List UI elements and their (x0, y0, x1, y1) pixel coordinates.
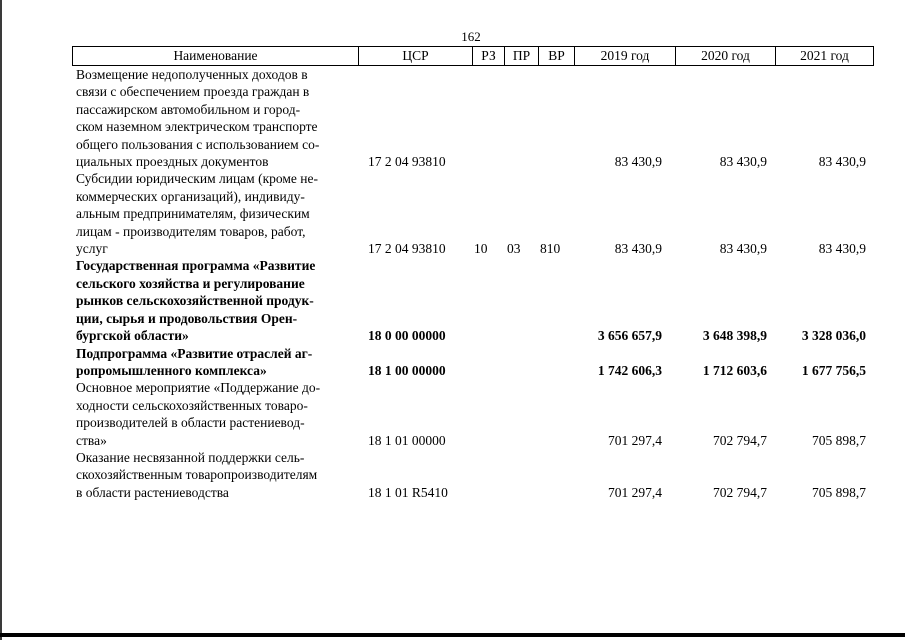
row-name-line: альным предпринимателям, физическим (76, 206, 310, 222)
row-name-line: ропромышленного комплекса» (76, 362, 267, 378)
row-name-line: лицам - производителям товаров, работ, (76, 223, 306, 239)
table-body (76, 66, 872, 501)
row-name-line: Государственная программа «Развитие (76, 258, 316, 274)
row-name-line: Возмещение недополученных доходов в (76, 67, 308, 82)
scan-bottom-edge (0, 633, 905, 637)
row-name-line: бургской области» (76, 328, 189, 344)
cell-vr: 810 (540, 241, 561, 257)
cell-y2019: 83 430,9 (614, 241, 662, 257)
header-2020: 2020 год (676, 47, 776, 65)
table-row (76, 449, 872, 501)
cell-csr: 18 1 01 00000 (368, 432, 446, 448)
cell-y2020: 83 430,9 (719, 241, 767, 257)
header-name: Наименование (73, 47, 359, 65)
table-row (76, 170, 872, 257)
cell-y2020: 3 648 398,9 (702, 328, 767, 344)
table-header (72, 46, 874, 66)
row-name (76, 449, 348, 501)
row-name-line: общего пользования с использованием со- (76, 136, 320, 152)
cell-y2021: 83 430,9 (818, 154, 866, 170)
row-name-line: ходности сельскохозяйственных товаро- (76, 397, 308, 413)
row-name-line: Подпрограмма «Развитие отраслей аг- (76, 345, 313, 361)
row-name (76, 66, 348, 170)
row-name-line: коммерческих организаций), индивиду- (76, 188, 305, 204)
header-rz: РЗ (473, 47, 505, 65)
cell-csr: 18 1 01 R5410 (368, 484, 448, 500)
row-name-line: в области растениеводства (76, 484, 229, 500)
cell-y2021: 83 430,9 (818, 241, 866, 257)
cell-y2020: 702 794,7 (713, 432, 767, 448)
row-name-line: циальных проездных документов (76, 154, 269, 170)
cell-y2019: 83 430,9 (614, 154, 662, 170)
header-vr: ВР (539, 47, 575, 65)
header-2021: 2021 год (800, 48, 849, 63)
row-name-line: сельского хозяйства и регулирование (76, 275, 305, 291)
row-name (76, 379, 348, 449)
header-csr: ЦСР (359, 47, 473, 65)
row-name-line: Основное мероприятие «Поддержание до- (76, 380, 321, 396)
cell-y2020: 702 794,7 (713, 484, 767, 500)
row-name (76, 345, 348, 380)
cell-y2019: 701 297,4 (608, 484, 662, 500)
row-name-line: Оказание несвязанной поддержки сель- (76, 449, 305, 465)
cell-y2019: 3 656 657,9 (597, 328, 662, 344)
row-name-line: Субсидии юридическим лицам (кроме не- (76, 171, 318, 187)
cell-y2019: 701 297,4 (608, 432, 662, 448)
row-name-line: рынков сельскохозяйственной продук- (76, 293, 314, 309)
page-number: 162 (461, 29, 481, 44)
cell-csr: 18 0 00 00000 (368, 328, 446, 344)
cell-y2020: 83 430,9 (719, 154, 767, 170)
cell-rz: 10 (474, 241, 488, 257)
row-name (76, 257, 348, 344)
cell-y2019: 1 742 606,3 (597, 362, 662, 378)
cell-y2020: 1 712 603,6 (702, 362, 767, 378)
row-name-line: услуг (76, 241, 108, 257)
row-name-line: ства» (76, 432, 107, 448)
cell-y2021: 705 898,7 (812, 432, 866, 448)
table-row (76, 66, 872, 170)
header-pr: ПР (505, 47, 539, 65)
cell-csr: 18 1 00 00000 (368, 362, 446, 378)
cell-csr: 17 2 04 93810 (368, 241, 446, 257)
cell-y2021: 705 898,7 (812, 484, 866, 500)
header-2019: 2019 год (575, 47, 676, 65)
cell-y2021: 3 328 036,0 (801, 328, 866, 344)
table-row (76, 379, 872, 449)
row-name (76, 170, 348, 257)
row-name-line: ции, сырья и продовольствия Орен- (76, 310, 298, 326)
cell-pr: 03 (507, 241, 521, 257)
scan-left-edge (0, 0, 2, 640)
row-name-line: пассажирском автомобильном и город- (76, 101, 301, 117)
row-name-line: ском наземном электрическом транспорте (76, 119, 318, 135)
table-row (76, 257, 872, 344)
table-row (76, 345, 872, 380)
cell-csr: 17 2 04 93810 (368, 154, 446, 170)
row-name-line: скохозяйственным товаропроизводителям (76, 467, 318, 483)
row-name-line: связи с обеспечением проезда граждан в (76, 84, 310, 100)
row-name-line: производителей в области растениевод- (76, 415, 305, 431)
cell-y2021: 1 677 756,5 (801, 362, 866, 378)
